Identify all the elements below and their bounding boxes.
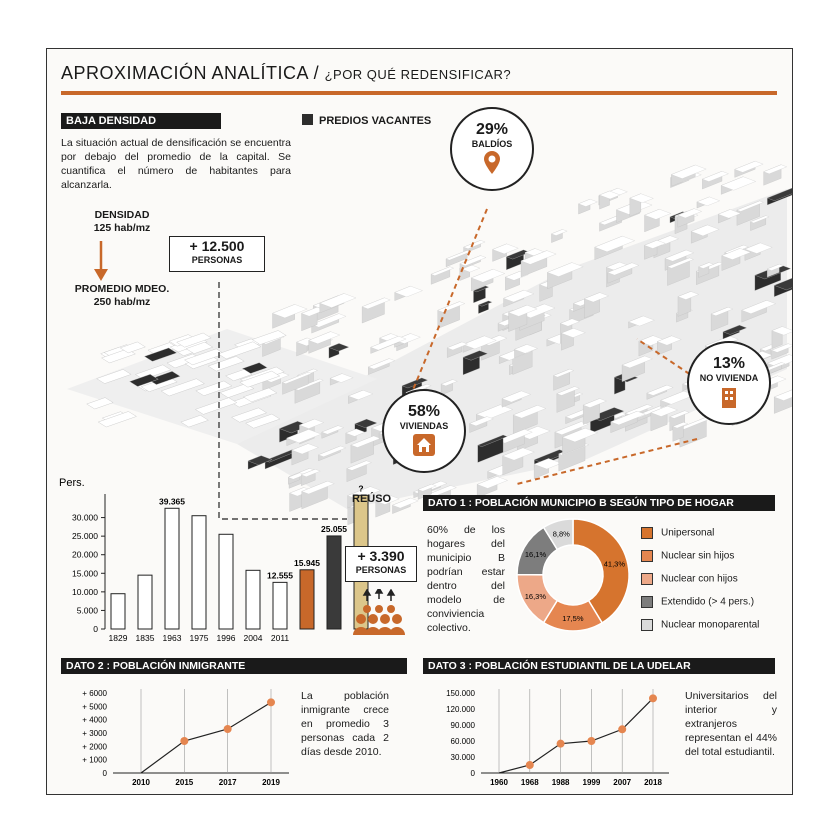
line-y-tick-label: + 4000 bbox=[82, 715, 107, 725]
bar-1829 bbox=[111, 594, 125, 629]
line-point bbox=[267, 698, 275, 706]
infographic-board bbox=[46, 48, 793, 795]
line-point bbox=[224, 725, 232, 733]
bar-2011 bbox=[273, 582, 287, 629]
viviendas-label: VIVIENDAS bbox=[399, 421, 449, 431]
line-y-tick-label: 120.000 bbox=[446, 705, 475, 714]
bar-x-label: 1835 bbox=[135, 633, 155, 643]
bar-value-label: 25.055 bbox=[321, 523, 347, 534]
legend-item bbox=[641, 573, 759, 585]
line-point bbox=[618, 725, 626, 733]
dato3-header: DATO 3 : POBLACIÓN ESTUDIANTIL DE LA UDELAR bbox=[423, 658, 775, 674]
bar-1975 bbox=[192, 516, 206, 629]
line-series bbox=[141, 702, 271, 773]
line-point bbox=[526, 761, 534, 769]
reuso-label: REÚSO bbox=[352, 493, 392, 505]
line-series bbox=[499, 698, 653, 773]
line-y-tick-label: 90.000 bbox=[450, 721, 475, 730]
house-icon bbox=[413, 434, 435, 456]
viviendas-circle bbox=[382, 389, 466, 473]
baldios-circle bbox=[450, 107, 534, 191]
baldios-pct: 29% bbox=[475, 121, 509, 138]
densidad-block bbox=[67, 209, 177, 235]
legend-item bbox=[641, 596, 759, 608]
novivienda-label: NO VIVIENDA bbox=[699, 373, 759, 383]
promedio-label: PROMEDIO MDEO. bbox=[74, 283, 170, 295]
office-building-icon bbox=[719, 386, 739, 408]
bar-value-label: 39.365 bbox=[159, 496, 185, 507]
map-legend bbox=[302, 114, 431, 127]
people-group-icon bbox=[349, 589, 409, 639]
line-x-label: 2019 bbox=[262, 778, 280, 787]
novivienda-pct: 13% bbox=[712, 355, 746, 372]
legend-item bbox=[641, 527, 759, 539]
line-y-tick-label: 0 bbox=[470, 769, 475, 778]
bar-value-label: ? bbox=[358, 483, 364, 494]
legend-label: Unipersonal bbox=[661, 527, 715, 539]
legend-label: Extendido (> 4 pers.) bbox=[661, 596, 755, 608]
baja-header: BAJA DENSIDAD bbox=[61, 113, 221, 129]
title-separator: / bbox=[308, 63, 325, 83]
densidad-value: 125 hab/mz bbox=[93, 222, 151, 234]
line-x-label: 1968 bbox=[520, 778, 539, 787]
legend-label: Nuclear monoparental bbox=[661, 619, 760, 631]
plus-3390-label: PERSONAS bbox=[355, 565, 407, 575]
bar-y-tick-label: 0 bbox=[93, 624, 98, 634]
plus-12500-value: + 12.500 bbox=[189, 238, 245, 254]
dato1-header: DATO 1 : POBLACIÓN MUNICIPIO B SEGÚN TIPO DE HOGAR bbox=[423, 495, 775, 511]
line-y-tick-label: + 1000 bbox=[82, 755, 107, 765]
line-x-label: 2010 bbox=[132, 778, 150, 787]
down-arrow-icon bbox=[93, 241, 109, 283]
bar-x-label: 2011 bbox=[270, 633, 290, 643]
line-y-tick-label: 0 bbox=[102, 769, 107, 778]
dato3-text: Universitarios del interior y extranjeros representan el 44% del total estudiantil. bbox=[685, 690, 777, 758]
title-rule bbox=[61, 91, 777, 95]
baldios-label: BALDÍOS bbox=[471, 139, 513, 149]
line-point bbox=[557, 740, 565, 748]
legend-label: PREDIOS VACANTES bbox=[319, 115, 432, 127]
bar-y-tick-label: 25.000 bbox=[72, 531, 98, 542]
household-donut-chart bbox=[513, 515, 633, 635]
bar-x-label: 2004 bbox=[243, 633, 263, 643]
viviendas-pct: 58% bbox=[407, 403, 441, 420]
location-pin-icon bbox=[482, 151, 502, 175]
legend-swatch bbox=[641, 550, 653, 562]
bar-2004 bbox=[246, 570, 260, 629]
bar-extra-8 bbox=[327, 536, 341, 629]
plus-3390-box bbox=[345, 546, 417, 582]
donut-slice-label: 8,8% bbox=[552, 529, 570, 539]
title-main: APROXIMACIÓN ANALÍTICA bbox=[61, 63, 309, 83]
line-y-tick-label: + 2000 bbox=[82, 742, 107, 752]
bar-value-label: 15.945 bbox=[294, 557, 320, 568]
line-x-label: 2007 bbox=[613, 778, 632, 787]
student-line-chart bbox=[423, 681, 673, 793]
legend-swatch bbox=[641, 527, 653, 539]
line-x-label: 1960 bbox=[490, 778, 508, 787]
dato2-header: DATO 2 : POBLACIÓN INMIGRANTE bbox=[61, 658, 407, 674]
line-y-tick-label: + 6000 bbox=[82, 689, 107, 698]
promedio-block bbox=[57, 283, 187, 309]
legend-label: Nuclear con hijos bbox=[661, 573, 738, 585]
plus-3390-value: + 3.390 bbox=[357, 548, 405, 564]
title-sub: ¿POR QUÉ REDENSIFICAR? bbox=[324, 67, 512, 82]
page-title bbox=[61, 63, 511, 84]
densidad-label: DENSIDAD bbox=[94, 209, 150, 221]
bar-ylabel: Pers. bbox=[59, 477, 85, 489]
novivienda-circle bbox=[687, 341, 771, 425]
bar-x-label: 1996 bbox=[216, 633, 236, 643]
donut-slice-label: 41,3% bbox=[603, 559, 626, 569]
baja-text: La situación actual de densificación se encuentra por debajo del promedio de la capital. Se cuantifica el número de habitantes para alcanzarla. bbox=[61, 137, 291, 191]
dato1-text: 60% de los hogares del municipio B podrían estar dentro del modelo de conviviencia colectivo. bbox=[427, 524, 505, 634]
line-point bbox=[587, 737, 595, 745]
line-point bbox=[649, 694, 657, 702]
plus-12500-label: PERSONAS bbox=[191, 255, 243, 265]
line-x-label: 1999 bbox=[582, 778, 601, 787]
bar-x-label: 1975 bbox=[189, 633, 209, 643]
line-y-tick-label: + 3000 bbox=[82, 729, 107, 738]
bar-y-tick-label: 5.000 bbox=[76, 605, 98, 616]
bar-extra-7 bbox=[300, 570, 314, 629]
line-x-label: 2017 bbox=[218, 778, 237, 787]
population-bar-chart bbox=[55, 474, 395, 654]
line-y-tick-label: 30.000 bbox=[450, 753, 475, 762]
promedio-value: 250 hab/mz bbox=[93, 296, 151, 308]
legend-swatch bbox=[641, 619, 653, 631]
legend-item bbox=[641, 619, 759, 631]
line-x-label: 1988 bbox=[551, 778, 570, 787]
bar-1835 bbox=[138, 575, 152, 629]
dato2-text: La población inmigrante crece en promedio 3 personas cada 2 días desde 2010. bbox=[301, 690, 389, 758]
legend-item bbox=[641, 550, 759, 562]
bar-y-tick-label: 15.000 bbox=[72, 568, 98, 579]
donut-legend bbox=[641, 527, 759, 642]
donut-slice-label: 17,5% bbox=[562, 613, 584, 623]
line-x-label: 2018 bbox=[644, 778, 662, 787]
bar-1996 bbox=[219, 534, 233, 629]
legend-swatch bbox=[641, 573, 653, 585]
line-x-label: 2015 bbox=[175, 778, 194, 787]
line-point bbox=[180, 737, 188, 745]
legend-swatch bbox=[641, 596, 653, 608]
line-y-tick-label: 60.000 bbox=[450, 737, 475, 746]
plus-12500-box bbox=[169, 236, 265, 272]
bar-value-label: 12.555 bbox=[267, 570, 293, 581]
bar-x-label: 1963 bbox=[162, 633, 182, 643]
line-y-tick-label: + 5000 bbox=[82, 702, 107, 712]
immigrant-line-chart bbox=[61, 681, 291, 793]
bar-y-tick-label: 30.000 bbox=[72, 512, 98, 523]
bar-x-label: 1829 bbox=[108, 633, 128, 643]
bar-1963 bbox=[165, 508, 179, 629]
bar-y-tick-label: 10.000 bbox=[72, 586, 98, 597]
line-y-tick-label: 150.000 bbox=[446, 689, 475, 698]
donut-slice-label: 16,1% bbox=[524, 549, 547, 559]
legend-label: Nuclear sin hijos bbox=[661, 550, 735, 562]
legend-swatch bbox=[302, 114, 313, 125]
bar-y-tick-label: 20.000 bbox=[72, 549, 98, 560]
donut-slice-label: 16,3% bbox=[524, 591, 547, 601]
